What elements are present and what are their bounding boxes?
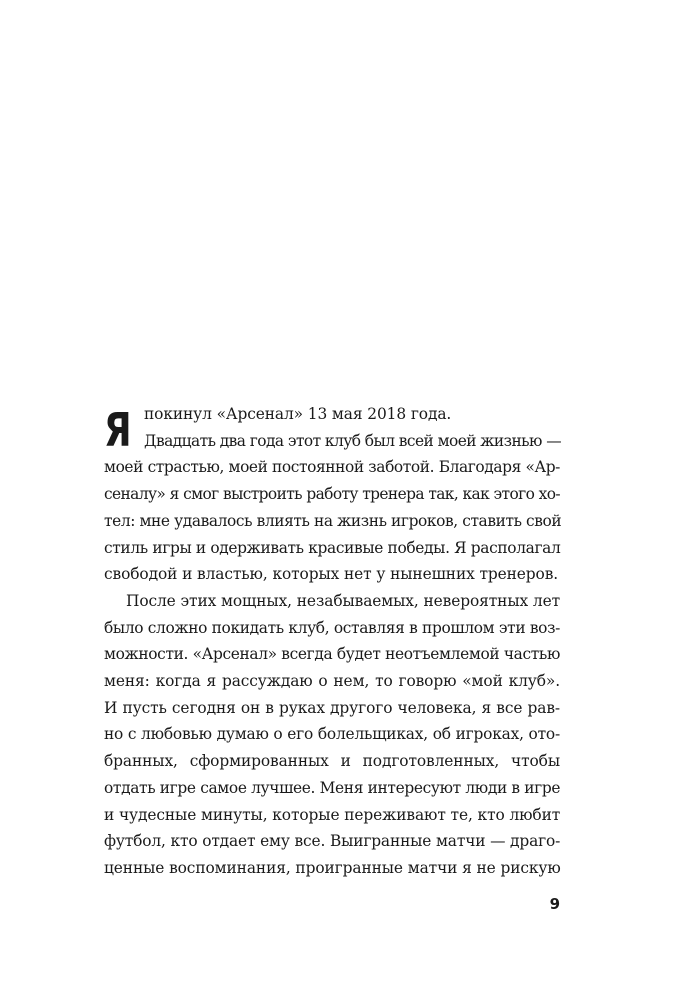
text-line: футбол, кто отдает ему все. Выигранные матчи — драго- — [104, 832, 561, 851]
body-text — [104, 401, 560, 882]
text-line: сеналу» я смог выстроить работу тренера так, как этого хо- — [104, 485, 560, 504]
text-line: Двадцать два года этот клуб был всей моей жизнью — — [144, 431, 562, 450]
page-number: 9 — [549, 895, 560, 913]
text-line: меня: когда я рассуждаю о нем, то говорю «мой клуб». — [104, 672, 560, 691]
text-line: моей страстью, моей постоянной заботой. Благодаря «Ар- — [104, 458, 560, 477]
text-line: покинул «Арсенал» 13 мая 2018 года. — [144, 405, 452, 423]
text-line: можности. «Арсенал» всегда будет неотъемлемой частью — [104, 645, 560, 664]
drop-cap: Я — [104, 403, 132, 457]
text-line: И пусть сегодня он в руках другого человека, я все рав- — [104, 698, 560, 717]
text-line: тел: мне удавалось влиять на жизнь игроков, ставить свой — [104, 511, 562, 530]
text-line: стиль игры и одерживать красивые победы. Я располагал — [104, 538, 561, 557]
text-line: и чудесные минуты, которые переживают те, кто любит — [104, 805, 561, 824]
text-line: После этих мощных, незабываемых, невероятных лет — [126, 591, 560, 610]
text-line: свободой и властью, которых нет у нынешних тренеров. — [104, 565, 559, 584]
text-line: ценные воспоминания, проигранные матчи я не рискую — [104, 858, 561, 877]
text-line: бранных, сформированных и подготовленных, чтобы — [104, 752, 560, 771]
text-line: было сложно покидать клуб, оставляя в прошлом эти воз- — [104, 618, 560, 637]
text-line: отдать игре самое лучшее. Меня интересуют люди в игре — [104, 778, 561, 797]
text-line: но с любовью думаю о его болельщиках, об игроках, ото- — [104, 725, 560, 744]
